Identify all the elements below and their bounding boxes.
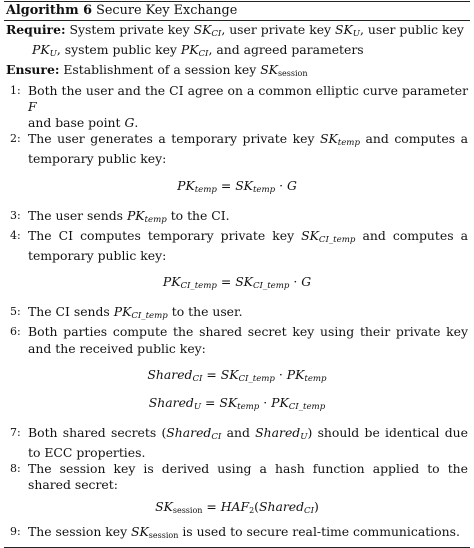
algorithm-label: Algorithm 6: [6, 3, 92, 18]
require-line-2: $PK_U$, system public key $PK_{CI}$, and agreed parameters: [32, 42, 364, 60]
algorithm-body: [4, 21, 470, 548]
step-4: 4: The CI computes temporary private key $SK_{CI\_temp}$ and computes a temporary public key:: [10, 227, 469, 264]
step-8: 8: The session key is derived using a hash function applied to the shared secret:: [10, 461, 468, 493]
algorithm-block: [4, 1, 470, 548]
ensure-line: Ensure: Establishment of a session key $SK_{session}$: [6, 62, 308, 79]
step-1: 1: Both the user and the CI agree on a common elliptic curve parameter F and base point G.: [10, 82, 468, 131]
equation-2: $PK_{CI\_temp} = SK_{CI\_temp} \cdot G$: [162, 274, 312, 292]
step-5: 5: The CI sends $PK_{CI\_temp}$ to the user.: [10, 304, 243, 322]
step-3: 3: The user sends $PK_{temp}$ to the CI.: [10, 207, 230, 225]
step-7: 7: Both shared secrets (Shared$_{CI}$ and Shared$_U$) should be identical due to ECC properties.: [10, 424, 468, 461]
require-line: Require: System private key $SK_{CI}$, user private key $SK_U$, user public key: [6, 22, 464, 39]
require-label: Require:: [6, 22, 66, 37]
algorithm-title: Secure Key Exchange: [96, 3, 238, 18]
equation-4: Shared$_U$ = $SK_{temp} \cdot PK_{CI\_temp}$: [148, 394, 326, 412]
equation-5: $SK_{session}$ = $HAF_2(Shared_{CI})$: [155, 498, 319, 516]
step-9: 9: The session key $SK_{session}$ is used to secure real-time communications.: [10, 523, 460, 540]
equation-3: Shared$_{CI}$ = $SK_{CI\_temp} \cdot PK_{temp}$: [147, 366, 327, 384]
equation-1: $PK_{temp} = SK_{temp} \cdot G$: [177, 177, 297, 195]
algorithm-header: [4, 2, 470, 21]
step-2: 2: The user generates a temporary private key $SK_{temp}$ and computes a temporary public key:: [10, 131, 469, 167]
step-6: 6: Both parties compute the shared secret key using their private key and the received public key:: [10, 324, 468, 356]
ensure-label: Ensure:: [6, 62, 60, 78]
